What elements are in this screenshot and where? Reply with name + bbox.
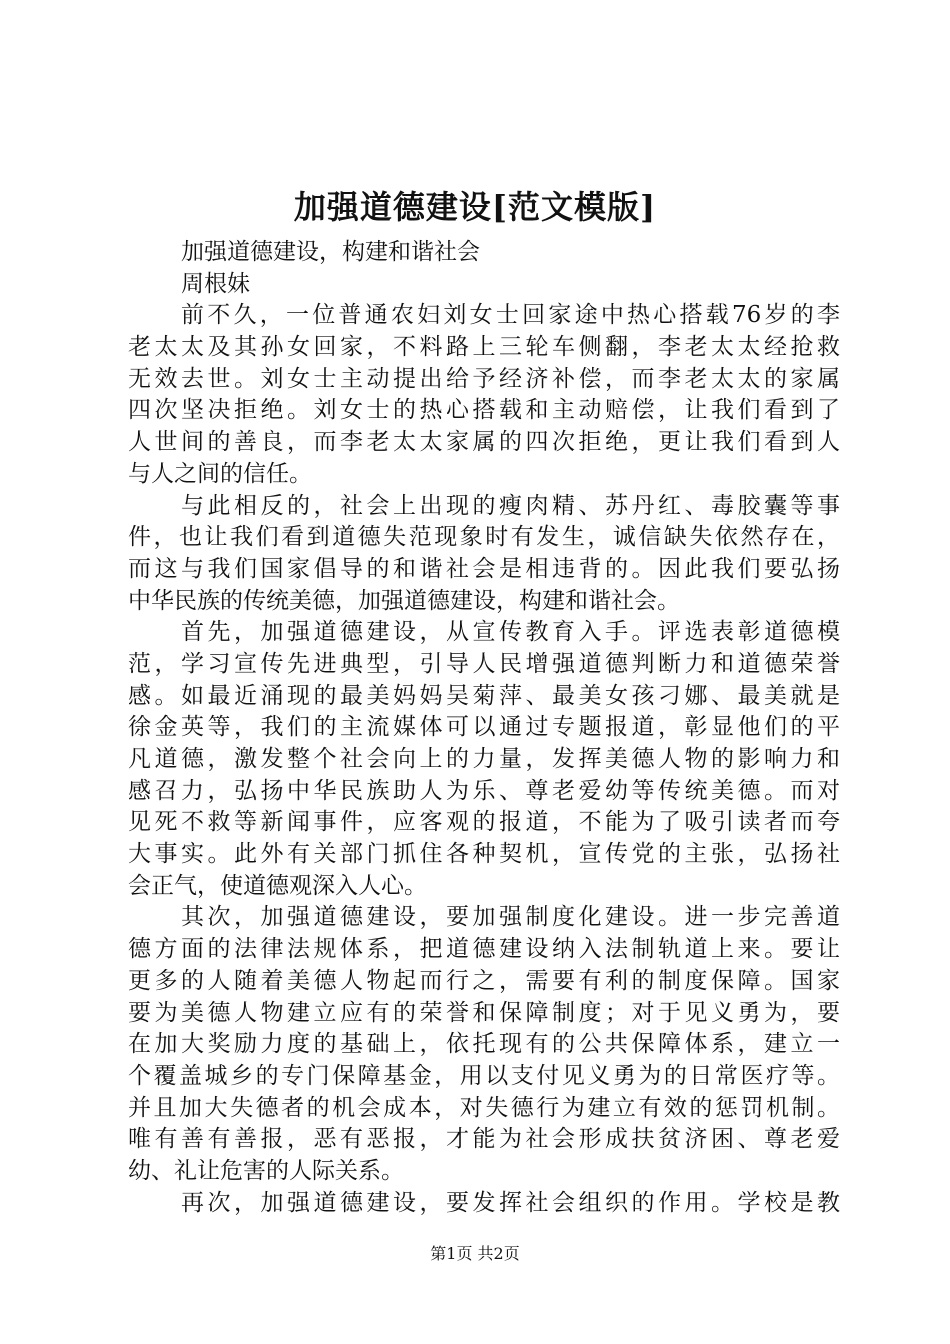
text-line: 四次坚决拒绝。刘女士的热心搭载和主动赔偿，让我们看到了 bbox=[128, 397, 840, 424]
text-line: 前不久，一位普通农妇刘女士回家途中热心搭载76岁的李 bbox=[181, 302, 840, 329]
text-line: 而这与我们国家倡导的和谐社会是相违背的。因此我们要弘扬 bbox=[128, 555, 840, 582]
text-line: 会正气，使道德观深入人心。 bbox=[128, 872, 427, 899]
text-line: 感。如最近涌现的最美妈妈吴菊萍、最美女孩刁娜、最美就是 bbox=[128, 682, 840, 709]
text-line: 其次，加强道德建设，要加强制度化建设。进一步完善道 bbox=[181, 904, 840, 931]
text-line: 感召力，弘扬中华民族助人为乐、尊老爱幼等传统美德。而对 bbox=[128, 777, 840, 804]
text-line: 人世间的善良，而李老太太家属的四次拒绝，更让我们看到人 bbox=[128, 429, 840, 456]
text-line: 在加大奖励力度的基础上，依托现有的公共保障体系，建立一 bbox=[128, 1031, 840, 1058]
document-title: 加强道德建设[范文模版] bbox=[293, 188, 657, 226]
text-line: 德方面的法律法规体系，把道德建设纳入法制轨道上来。要让 bbox=[128, 936, 840, 963]
text-line: 徐金英等，我们的主流媒体可以通过专题报道，彰显他们的平 bbox=[128, 714, 840, 741]
text-line: 大事实。此外有关部门抓住各种契机，宣传党的主张，弘扬社 bbox=[128, 841, 840, 868]
text-line: 首先，加强道德建设，从宣传教育入手。评选表彰道德模 bbox=[181, 619, 840, 646]
document-body bbox=[128, 237, 840, 1219]
text-line: 加强道德建设，构建和谐社会 bbox=[181, 239, 480, 265]
text-line: 无效去世。刘女士主动提出给予经济补偿，而李老太太的家属 bbox=[128, 365, 840, 392]
text-line: 幼、礼让危害的人际关系。 bbox=[128, 1157, 404, 1184]
text-line: 并且加大失德者的机会成本，对失德行为建立有效的惩罚机制。 bbox=[128, 1094, 840, 1121]
text-line: 唯有善有善报，恶有恶报，才能为社会形成扶贫济困、尊老爱 bbox=[128, 1126, 840, 1153]
text-line: 与此相反的，社会上出现的瘦肉精、苏丹红、毒胶囊等事 bbox=[181, 492, 840, 519]
text-line: 老太太及其孙女回家，不料路上三轮车侧翻，李老太太经抢救 bbox=[128, 334, 840, 361]
text-line: 要为美德人物建立应有的荣誉和保障制度；对于见义勇为，要 bbox=[128, 999, 840, 1026]
text-line: 见死不救等新闻事件，应客观的报道，不能为了吸引读者而夸 bbox=[128, 809, 840, 836]
text-line: 范，学习宣传先进典型，引导人民增强道德判断力和道德荣誉 bbox=[128, 650, 840, 677]
text-line: 中华民族的传统美德，加强道德建设，构建和谐社会。 bbox=[128, 587, 680, 614]
text-line: 再次，加强道德建设，要发挥社会组织的作用。学校是教 bbox=[181, 1189, 840, 1216]
text-line: 更多的人随着美德人物起而行之，需要有利的制度保障。国家 bbox=[128, 967, 840, 994]
text-line: 与人之间的信任。 bbox=[128, 460, 312, 487]
text-line: 周根妹 bbox=[181, 270, 250, 297]
text-line: 凡道德，激发整个社会向上的力量，发挥美德人物的影响力和 bbox=[128, 746, 840, 772]
page-footer: 第1页 共2页 bbox=[430, 1244, 520, 1263]
text-line: 个覆盖城乡的专门保障基金，用以支付见义勇为的日常医疗等。 bbox=[128, 1062, 840, 1089]
text-line: 件，也让我们看到道德失范现象时有发生，诚信缺失依然存在， bbox=[128, 524, 840, 551]
